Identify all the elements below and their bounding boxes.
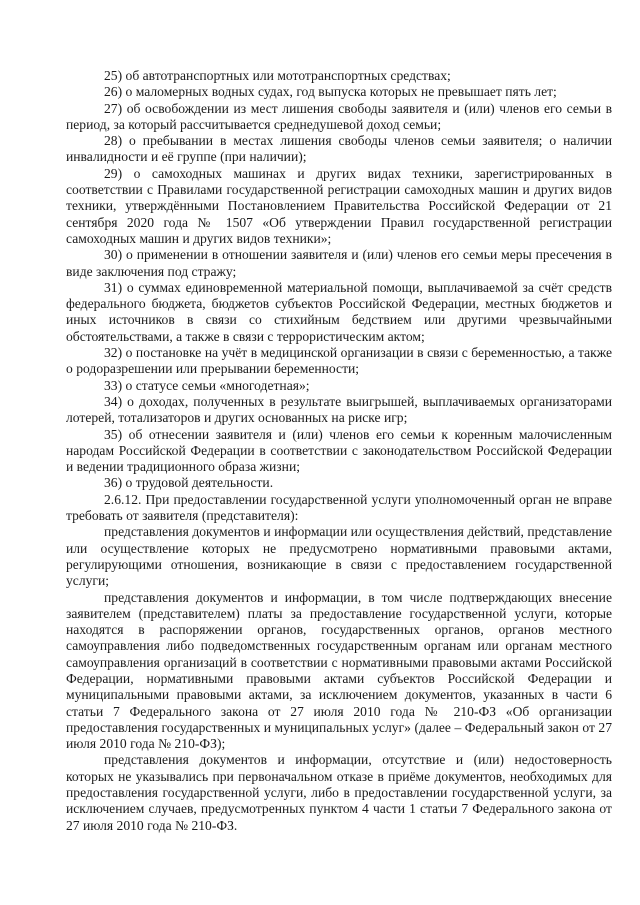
- list-item-35: 35) об отнесении заявителя и (или) членов его семьи к коренным малочисленным народам Российской Федерации в соответствии с законодательством Российской Федерации и ведении традиционного образа жизни;: [66, 426, 612, 475]
- list-item-27: 27) об освобождении из мест лишения свободы заявителя и (или) членов его семьи в период, за который рассчитывается среднедушевой доход семьи;: [66, 100, 612, 132]
- document-page: [66, 68, 612, 834]
- section-2-6-12: 2.6.12. При предоставлении государственной услуги уполномоченный орган не вправе требовать от заявителя (представителя):: [66, 491, 612, 524]
- list-item-36: 36) о трудовой деятельности.: [104, 475, 274, 491]
- requirement-paragraph-2: представления документов и информации, в том числе подтверждающих внесение заявителем (представителем) платы за предоставление государственной услуги, которые находятся в распоряжении органов, государственных органов, органов местного самоуправления либо подведомственных государственным органам или органам местного самоуправления организаций в соответствии с нормативными правовыми актами Российской Федерации, нормативными правовыми актами субъектов Российской Федерации и муниципальными правовыми актами, за исключением документов, указанных в части 6 статьи 7 Федерального закона от 27 июля 2010 года № 210-ФЗ «Об организации предоставления государственных и муниципальных услуг» (далее – Федеральный закон от 27 июля 2010 года № 210-ФЗ);: [66, 589, 612, 752]
- list-item-31: 31) о суммах единовременной материальной помощи, выплачиваемой за счёт средств федерального бюджета, бюджетов субъектов Российской Федерации, местных бюджетов и иных источников в связи со стихийным бедствием или другими чрезвычайными обстоятельствами, а также в связи с террористическим актом;: [66, 279, 612, 344]
- list-item-25: 25) об автотранспортных или мототранспортных средствах;: [104, 68, 451, 83]
- list-item-30: 30) о применении в отношении заявителя и (или) членов его семьи меры пресечения в виде заключения под стражу;: [66, 247, 612, 279]
- requirement-paragraph-1: представления документов и информации или осуществления действий, представление или осуществление которых не предусмотрено нормативными правовыми актами, регулирующими отношения, возникающие в связи с предоставлением государственной услуги;: [66, 524, 612, 589]
- list-item-29: 29) о самоходных машинах и других видах техники, зарегистрированных в соответствии с Правилами государственной регистрации самоходных машин и других видов техники, утверждёнными Постановлением Правительства Российской Федерации от 21 сентября 2020 года № 1507 «Об утверждении Правил государственной регистрации самоходных машин и других видов техники»;: [66, 165, 612, 246]
- list-item-26: 26) о маломерных водных судах, год выпуска которых не превышает пять лет;: [104, 84, 557, 100]
- list-item-28: 28) о пребывании в местах лишения свободы членов семьи заявителя; о наличии инвалидности и её группе (при наличии);: [66, 133, 612, 165]
- list-item-34: 34) о доходах, полученных в результате выигрышей, выплачиваемых организаторами лотерей, тотализаторов и других основанных на риске игр;: [66, 393, 612, 426]
- requirement-paragraph-3: представления документов и информации, отсутствие и (или) недостоверность которых не указывались при первоначальном отказе в приёме документов, необходимых для предоставления государственной услуги, либо в предоставлении государственной услуги, за исключением случаев, предусмотренных пунктом 4 части 1 статьи 7 Федерального закона от 27 июля 2010 года № 210-ФЗ.: [66, 752, 612, 833]
- list-item-32: 32) о постановке на учёт в медицинской организации в связи с беременностью, а также о родоразрешении или прерывании беременности;: [66, 345, 612, 377]
- list-item-33: 33) о статусе семьи «многодетная»;: [104, 377, 310, 393]
